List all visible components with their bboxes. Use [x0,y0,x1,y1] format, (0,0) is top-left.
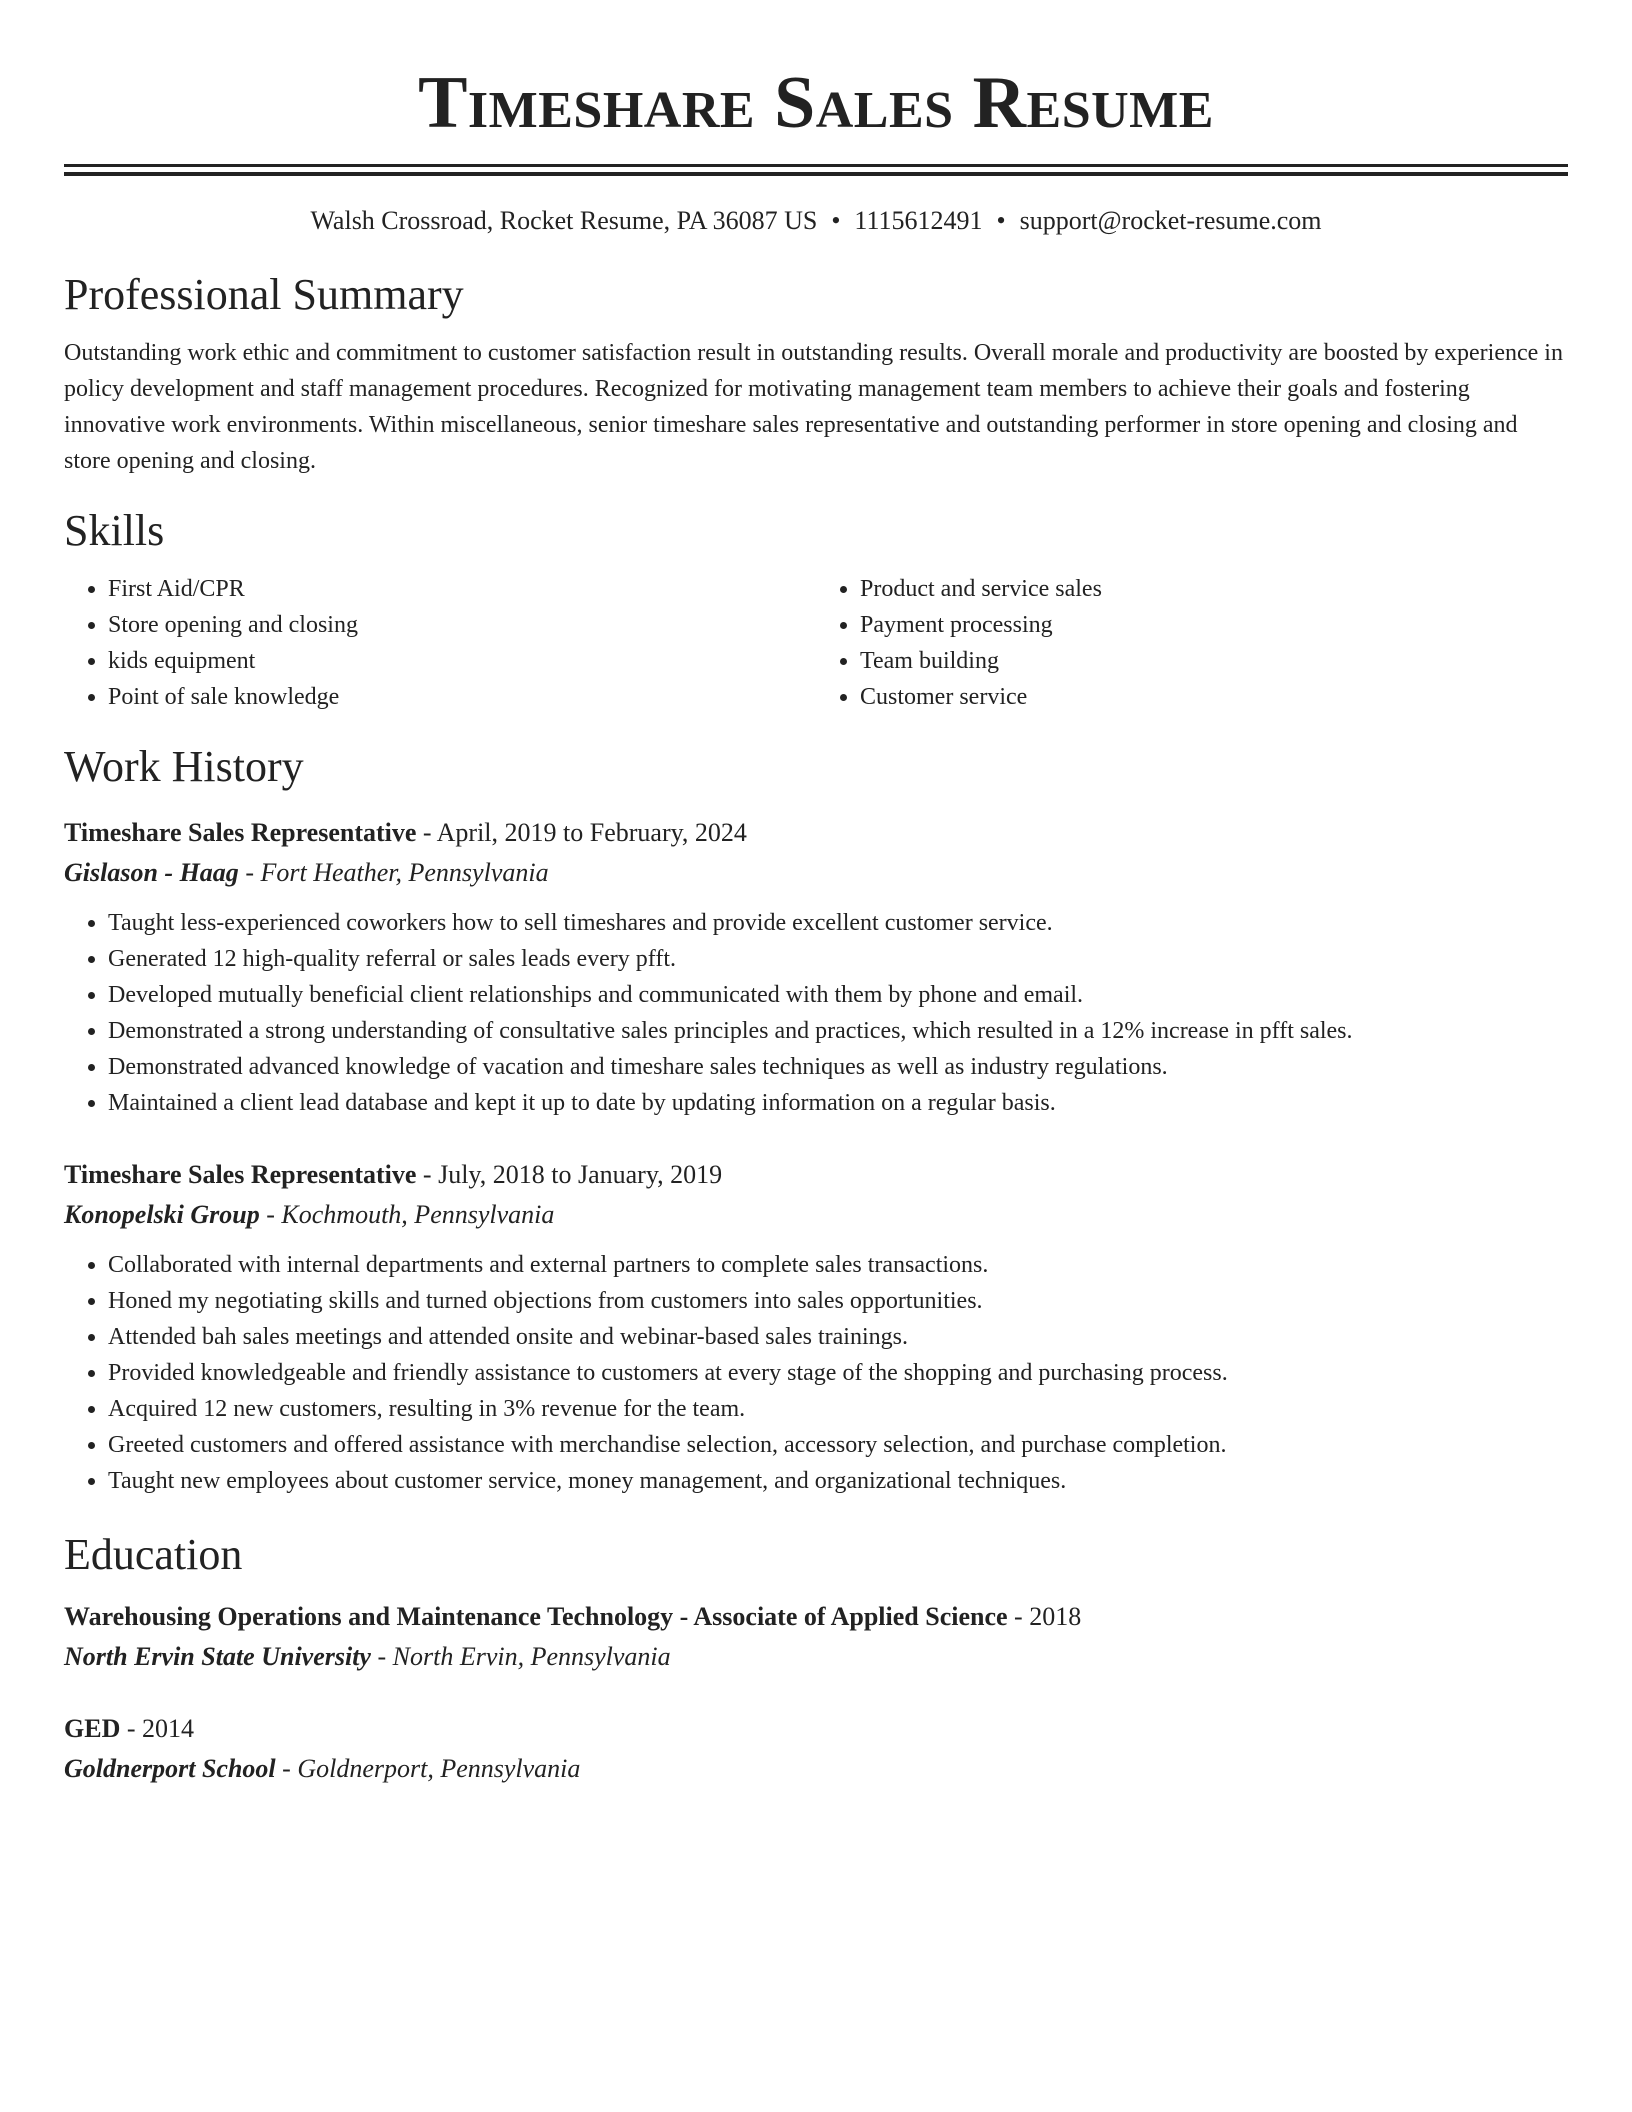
summary-heading: Professional Summary [64,270,464,319]
skill-item: • Team building [860,643,1568,679]
work-history-heading: Work History [64,742,304,791]
duty-item: • Provided knowledgeable and friendly assistance to customers at every stage of the shopping and purchasing process. [108,1355,1568,1391]
job-header [64,815,1568,851]
skill-item: • Point of sale knowledge [108,679,816,715]
job-employer [64,855,1568,891]
education-header [64,1711,1568,1747]
education-institution [64,1639,1568,1675]
education-heading: Education [64,1530,243,1579]
job-dates: - April, 2019 to February, 2024 [422,818,747,847]
education-location: - Goldnerport, Pennsylvania [282,1754,581,1783]
education-entry [64,1599,1568,1675]
education-institution [64,1751,1568,1787]
job-company: Gislason - Haag [64,858,239,887]
skills-heading: Skills [64,506,165,555]
education-school: North Ervin State University [64,1642,371,1671]
job-company: Konopelski Group [64,1200,260,1229]
skill-item: • Payment processing [860,607,1568,643]
summary-text: Outstanding work ethic and commitment to customer satisfaction result in outstanding results. Overall morale and productivity are boosted by experience in policy development and staff management procedures. Recognized for motivating management team members to achieve their goals and fostering innovative work environments. Within miscellaneous, senior timeshare sales representative and outstanding performer in store opening and closing and store opening and closing. [64,340,1563,474]
skills-column-left [64,571,816,715]
contact-address: Walsh Crossroad, Rocket Resume, PA 36087 US [310,206,818,235]
job-duties [64,905,1568,1121]
education-year: - 2014 [126,1714,195,1743]
duty-item: • Greeted customers and offered assistance with merchandise selection, accessory selection, and purchase completion. [108,1427,1568,1463]
skill-item: • kids equipment [108,643,816,679]
duty-item: • Taught less-experienced coworkers how to sell timeshares and provide excellent customer service. [108,905,1568,941]
education-year: - 2018 [1014,1602,1082,1631]
job-location: - Fort Heather, Pennsylvania [245,858,549,887]
duty-item: • Collaborated with internal departments and external partners to complete sales transactions. [108,1247,1568,1283]
resume-title: Timeshare Sales Resume [418,62,1214,144]
duty-item: • Honed my negotiating skills and turned objections from customers into sales opportunities. [108,1283,1568,1319]
skill-item: • Product and service sales [860,571,1568,607]
duty-item: • Developed mutually beneficial client relationships and communicated with them by phone and email. [108,977,1568,1013]
contact-email: support@rocket-resume.com [1019,206,1322,235]
education-degree: GED [64,1714,121,1743]
education-school: Goldnerport School [64,1754,276,1783]
duty-item: • Attended bah sales meetings and attended onsite and webinar-based sales trainings. [108,1319,1568,1355]
skill-item: • Customer service [860,679,1568,715]
duty-item: • Maintained a client lead database and kept it up to date by updating information on a regular basis. [108,1085,1568,1121]
duty-item: • Acquired 12 new customers, resulting in 3% revenue for the team. [108,1391,1568,1427]
education-location: - North Ervin, Pennsylvania [377,1642,671,1671]
education-entry [64,1711,1568,1787]
job-entry [64,1157,1568,1499]
education-degree: Warehousing Operations and Maintenance Technology - Associate of Applied Science [64,1602,1008,1631]
job-title: Timeshare Sales Representative [64,1160,417,1189]
skills-list [64,571,1568,715]
job-entry [64,815,1568,1121]
duty-item: • Demonstrated a strong understanding of consultative sales principles and practices, which resulted in a 12% increase in pfft sales. [108,1013,1568,1049]
job-duties [64,1247,1568,1499]
contact-separator: • [996,206,1006,235]
job-header [64,1157,1568,1193]
job-dates: - July, 2018 to January, 2019 [422,1160,723,1189]
contact-phone: 1115612491 [854,206,983,235]
duty-item: • Demonstrated advanced knowledge of vacation and timeshare sales techniques as well as industry regulations. [108,1049,1568,1085]
education-header [64,1599,1568,1635]
job-location: - Kochmouth, Pennsylvania [266,1200,555,1229]
skills-column-right [816,571,1568,715]
duty-item: • Taught new employees about customer service, money management, and organizational techniques. [108,1463,1568,1499]
job-title: Timeshare Sales Representative [64,818,417,847]
title-divider [64,164,1568,167]
contact-line [64,205,1568,237]
duty-item: • Generated 12 high-quality referral or sales leads every pfft. [108,941,1568,977]
skill-item: • First Aid/CPR [108,571,816,607]
job-employer [64,1197,1568,1233]
skill-item: • Store opening and closing [108,607,816,643]
contact-separator: • [831,206,841,235]
